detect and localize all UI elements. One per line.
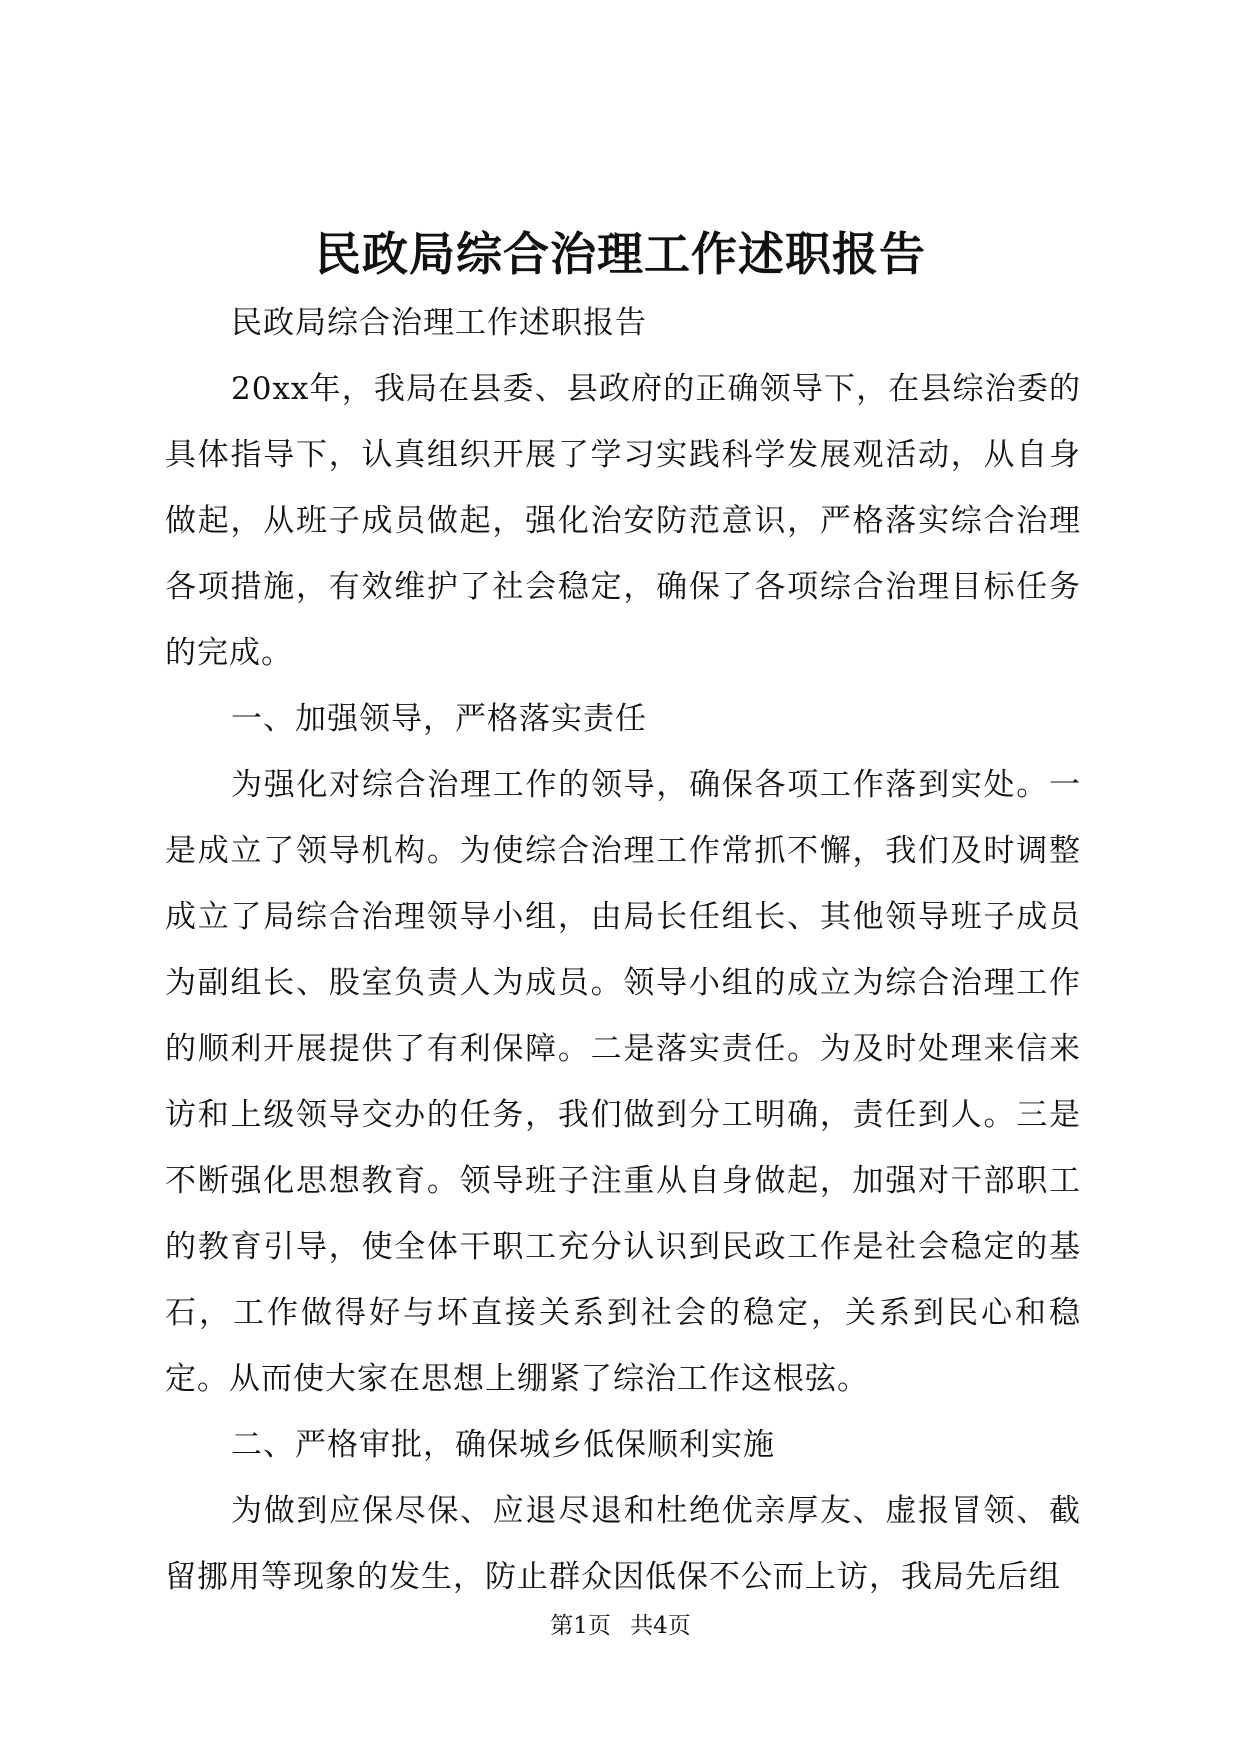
- paragraph-intro: 20xx年，我局在县委、县政府的正确领导下，在县综治委的具体指导下，认真组织开展了学习实践科学发展观活动，从自身做起，从班子成员做起，强化治安防范意识，严格落实综合治理各项措施，有效维护了社会稳定，确保了各项综合治理目标任务的完成。: [165, 371, 1081, 671]
- document-body: [165, 290, 1081, 1610]
- section-heading-2: 二、严格审批，确保城乡低保顺利实施: [231, 1427, 775, 1463]
- section-heading-1: 一、加强领导，严格落实责任: [231, 701, 647, 737]
- paragraph-section-2: 为做到应保尽保、应退尽退和杜绝优亲厚友、虚报冒领、截留挪用等现象的发生，防止群众因低保不公而上访，我局先后组: [165, 1493, 1081, 1595]
- page-total: 共4页: [630, 1613, 691, 1639]
- paragraph-subtitle: 民政局综合治理工作述职报告: [231, 305, 647, 341]
- document-title: 民政局综合治理工作述职报告: [315, 227, 926, 281]
- page-number: 第1页: [550, 1613, 611, 1639]
- page-footer: [0, 1610, 1241, 1642]
- paragraph-section-1: 为强化对综合治理工作的领导，确保各项工作落到实处。一是成立了领导机构。为使综合治理工作常抓不懈，我们及时调整成立了局综合治理领导小组，由局长任组长、其他领导班子成员为副组长、股室负责人为成员。领导小组的成立为综合治理工作的顺利开展提供了有利保障。二是落实责任。为及时处理来信来访和上级领导交办的任务，我们做到分工明确，责任到人。三是不断强化思想教育。领导班子注重从自身做起，加强对干部职工的教育引导，使全体干职工充分认识到民政工作是社会稳定的基石，工作做得好与坏直接关系到社会的稳定，关系到民心和稳定。从而使大家在思想上绷紧了综治工作这根弦。: [165, 767, 1081, 1397]
